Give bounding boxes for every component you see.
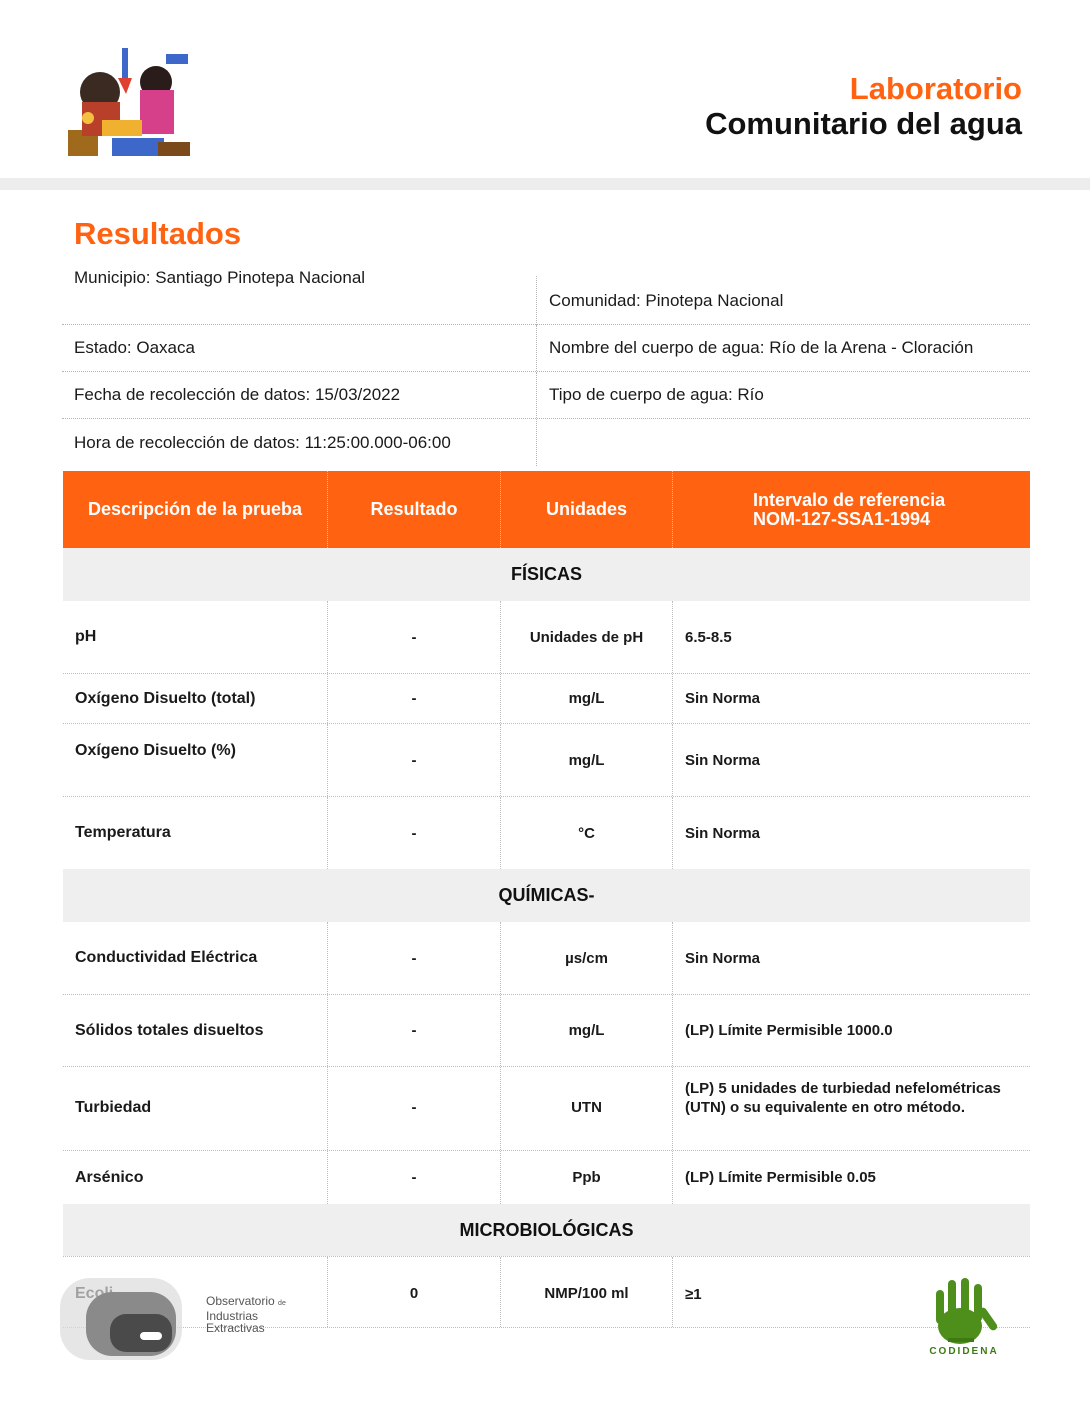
section-fisicas: FÍSICAS	[63, 548, 1030, 601]
test-reference: Sin Norma	[672, 797, 1030, 869]
test-result: -	[327, 995, 500, 1066]
test-reference: 6.5-8.5	[672, 601, 1030, 673]
test-description: Conductividad Eléctrica	[75, 949, 258, 966]
empty-info-cell	[536, 419, 1030, 466]
observatorio-line3: Extractivas	[206, 1321, 265, 1335]
test-units: Unidades de pH	[500, 601, 672, 673]
results-title: Resultados	[74, 216, 242, 251]
test-result: -	[327, 1151, 500, 1204]
test-description: Oxígeno Disuelto (%)	[75, 742, 236, 759]
collection-info-grid	[62, 262, 1030, 466]
test-reference: Sin Norma	[672, 724, 1030, 796]
test-description: Arsénico	[75, 1168, 144, 1186]
header-reference-interval	[672, 471, 1030, 548]
water-body-type-field: Tipo de cuerpo de agua: Río	[536, 372, 1030, 418]
observatorio-line2: Industrias	[206, 1309, 259, 1323]
table-row	[63, 724, 1030, 797]
table-row	[63, 674, 1030, 724]
table-row	[63, 1067, 1030, 1151]
info-row	[62, 372, 1030, 419]
test-result: 0	[327, 1257, 500, 1327]
observatorio-name	[206, 1295, 286, 1334]
lab-title	[705, 72, 1022, 142]
test-units: mg/L	[500, 724, 672, 796]
header-units: Unidades	[500, 471, 672, 548]
info-row	[62, 325, 1030, 372]
test-units: NMP/100 ml	[500, 1257, 672, 1327]
test-units: °C	[500, 797, 672, 869]
observatorio-line1: Observatorio	[206, 1294, 275, 1308]
section-quimicas: QUÍMICAS-	[63, 869, 1030, 922]
collection-time-field: Hora de recolección de datos: 11:25:00.000-06:00	[74, 432, 451, 452]
info-row	[62, 419, 1030, 466]
table-row	[63, 601, 1030, 674]
community-illustration-logo	[62, 42, 196, 164]
test-result: -	[327, 1067, 500, 1150]
info-row	[62, 262, 1030, 325]
page-header	[0, 0, 1090, 178]
test-result: -	[327, 797, 500, 869]
test-reference: Sin Norma	[672, 674, 1030, 723]
test-reference: ≥1	[672, 1257, 1030, 1327]
test-result: -	[327, 922, 500, 994]
test-reference: (LP) 5 unidades de turbiedad nefelométricas (UTN) o su equivalente en otro método.	[672, 1067, 1030, 1150]
test-description: Oxígeno Disuelto (total)	[75, 689, 256, 707]
test-description: pH	[75, 628, 97, 645]
test-description: Temperatura	[75, 824, 171, 841]
test-units: UTN	[500, 1067, 672, 1150]
test-units: µs/cm	[500, 922, 672, 994]
comunidad-field: Comunidad: Pinotepa Nacional	[536, 276, 1030, 325]
observatorio-de: de	[278, 1300, 286, 1307]
observatorio-logo-icon	[60, 1278, 182, 1360]
test-reference: Sin Norma	[672, 922, 1030, 994]
table-row	[63, 797, 1030, 869]
water-body-name-field: Nombre del cuerpo de agua: Río de la Arena - Cloración	[536, 325, 1030, 371]
test-result: -	[327, 601, 500, 673]
header-reference-line1: Intervalo de referencia	[753, 489, 946, 510]
section-microbiologicas: MICROBIOLÓGICAS	[63, 1204, 1030, 1256]
test-result: -	[327, 674, 500, 723]
table-row	[63, 1151, 1030, 1204]
estado-field: Estado: Oaxaca	[74, 338, 195, 357]
header-divider-band	[0, 178, 1090, 190]
test-units: mg/L	[500, 674, 672, 723]
table-row	[63, 922, 1030, 995]
test-reference: (LP) Límite Permisible 1000.0	[672, 995, 1030, 1066]
lab-title-line2: Comunitario del agua	[705, 106, 1022, 141]
header-reference-line2: NOM-127-SSA1-1994	[753, 508, 931, 529]
test-reference: (LP) Límite Permisible 0.05	[672, 1151, 1030, 1204]
results-table	[63, 471, 1030, 1328]
test-units: mg/L	[500, 995, 672, 1066]
table-row	[63, 995, 1030, 1067]
header-result: Resultado	[327, 471, 500, 548]
codidena-name: CODIDENA	[929, 1346, 999, 1357]
lab-title-line1: Laboratorio	[849, 71, 1022, 106]
test-description: Sólidos totales disueltos	[75, 1021, 264, 1039]
collection-date-field: Fecha de recolección de datos: 15/03/2022	[74, 385, 401, 404]
test-units: Ppb	[500, 1151, 672, 1204]
municipio-field: Municipio: Santiago Pinotepa Nacional	[74, 268, 366, 287]
test-description: Turbiedad	[75, 1099, 152, 1116]
header-description: Descripción de la prueba	[87, 499, 303, 519]
test-result: -	[327, 724, 500, 796]
table-header	[63, 471, 1030, 548]
